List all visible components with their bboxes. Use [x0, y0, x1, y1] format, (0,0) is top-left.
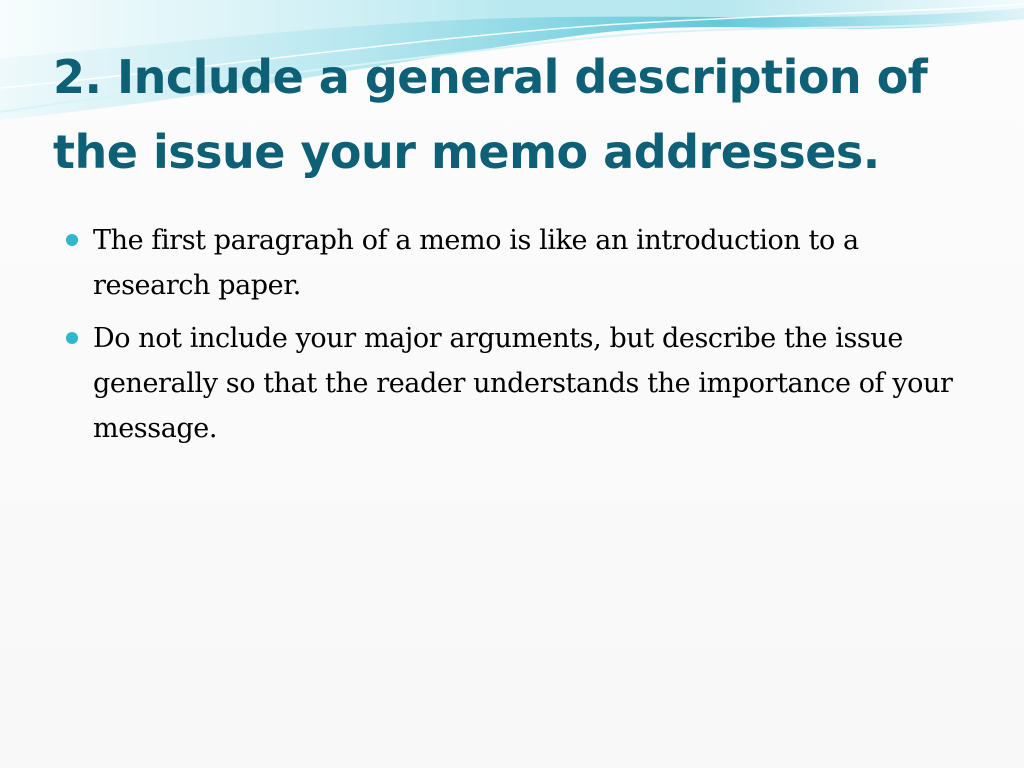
bullet-text: Do not include your major arguments, but describe the issue generally so that the reader understands the importance of your message. — [93, 323, 953, 444]
bullet-text: The first paragraph of a memo is like an introduction to a research paper. — [93, 225, 859, 301]
bullet-icon — [66, 332, 78, 344]
bullet-icon — [66, 234, 78, 246]
bullet-item — [62, 218, 972, 308]
bullet-list — [62, 218, 972, 459]
slide-title: 2. Include a general description of the issue your memo addresses. — [53, 50, 928, 179]
bullet-item — [62, 316, 972, 451]
